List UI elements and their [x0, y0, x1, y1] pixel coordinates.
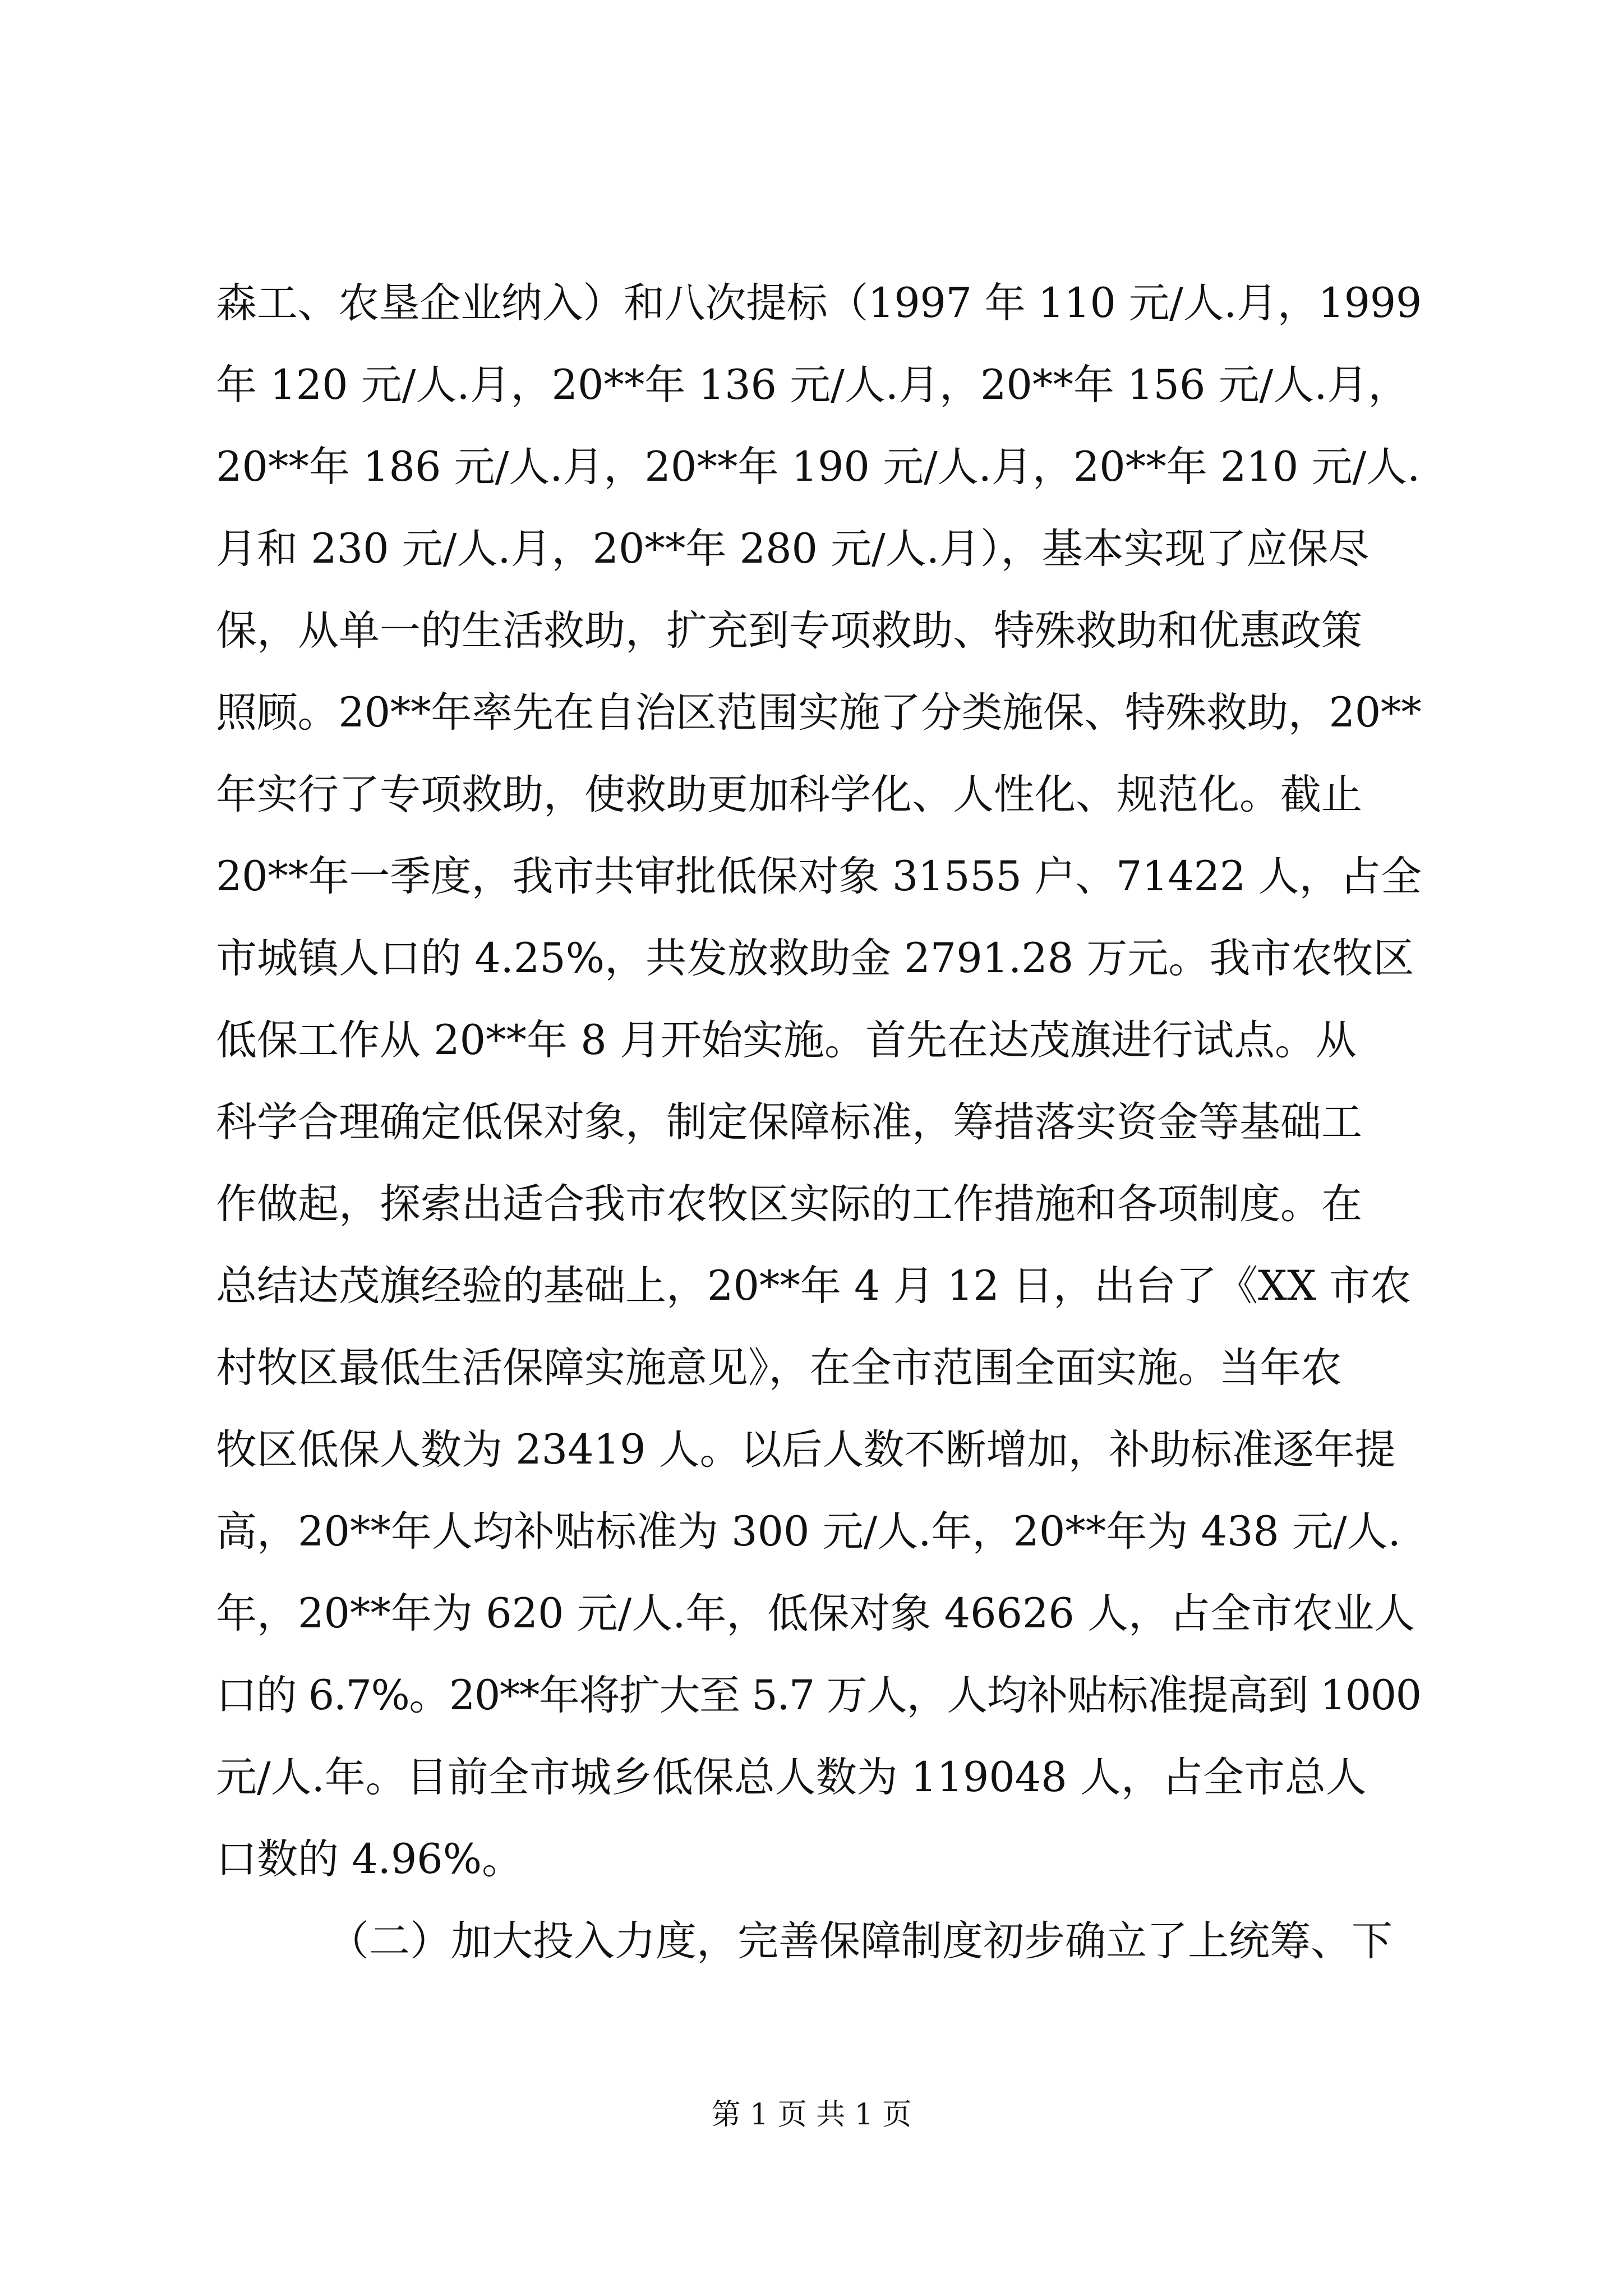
text-line: 森工、农垦企业纳入）和八次提标（1997 年 110 元/人.月，1999 [216, 279, 1422, 327]
text-line: 作做起，探索出适合我市农牧区实际的工作措施和各项制度。在 [216, 1180, 1362, 1228]
text-line: 高，20**年人均补贴标准为 300 元/人.年，20**年为 438 元/人. [216, 1508, 1401, 1556]
text-line: 牧区低保人数为 23419 人。以后人数不断增加，补助标准逐年提 [216, 1426, 1396, 1474]
text-line: 元/人.年。目前全市城乡低保总人数为 119048 人，占全市总人 [216, 1754, 1367, 1801]
text-line: 年，20**年为 620 元/人.年，低保对象 46626 人，占全市农业人 [216, 1590, 1415, 1637]
text-line: 月和 230 元/人.月，20**年 280 元/人.月），基本实现了应保尽 [216, 525, 1370, 573]
text-line: 年 120 元/人.月，20**年 136 元/人.月，20**年 156 元/人.月， [216, 361, 1409, 409]
text-line: 保，从单一的生活救助，扩充到专项救助、特殊救助和优惠政策 [216, 607, 1362, 655]
text-line: 口数的 4.96%。 [216, 1835, 523, 1883]
text-line: 科学合理确定低保对象，制定保障标准，筹措落实资金等基础工 [216, 1098, 1362, 1146]
page-footer [0, 2095, 1623, 2134]
page-number-label: 第 1 页 共 1 页 [711, 2098, 912, 2132]
text-line: 口的 6.7%。20**年将扩大至 5.7 万人，人均补贴标准提高到 1000 [216, 1672, 1421, 1719]
text-line: 年实行了专项救助，使救助更加科学化、人性化、规范化。截止 [216, 771, 1362, 818]
text-line: 20**年 186 元/人.月，20**年 190 元/人.月，20**年 210 元/人. [216, 443, 1421, 491]
text-line: 照顾。20**年率先在自治区范围实施了分类施保、特殊救助，20** [216, 689, 1422, 737]
text-line: 总结达茂旗经验的基础上，20**年 4 月 12 日，出台了《XX 市农 [216, 1262, 1412, 1310]
text-line: 低保工作从 20**年 8 月开始实施。首先在达茂旗进行试点。从 [216, 1016, 1357, 1064]
section-heading-line: （二）加大投入力度，完善保障制度初步确立了上统筹、下 [328, 1917, 1393, 1965]
text-line: 村牧区最低生活保障实施意见》，在全市范围全面实施。当年农 [216, 1344, 1342, 1392]
text-line: 市城镇人口的 4.25%，共发放救助金 2791.28 万元。我市农牧区 [216, 935, 1414, 982]
body-text [216, 263, 1422, 1982]
text-line: 20**年一季度，我市共审批低保对象 31555 户、71422 人，占全 [216, 853, 1422, 900]
